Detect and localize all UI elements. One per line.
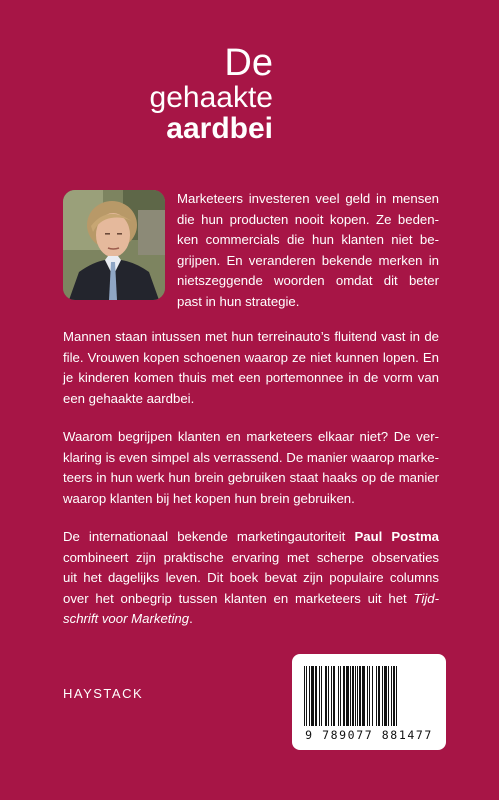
barcode-bar <box>391 666 392 726</box>
barcode-bar <box>350 666 351 726</box>
text-line: uit het dagelijks leven. Dit boek bevat zijn populaire columns <box>63 570 439 585</box>
title-line-1: De <box>224 42 273 84</box>
text-line: Marketeers investeren veel geld in mensen <box>177 191 439 206</box>
barcode-bar <box>340 666 341 726</box>
text-line: die hun producten nooit kopen. Ze beden- <box>177 211 439 227</box>
book-title <box>0 44 273 144</box>
text-line: Waarom begrijpen klanten en marketeers elkaar niet? De ver- <box>63 429 439 444</box>
third-paragraph <box>63 427 439 509</box>
barcode-bar <box>315 666 317 726</box>
barcode-bar <box>369 666 370 726</box>
text-line: Mannen staan intussen met hun terreinauto’s fluitend vast in de <box>63 329 439 344</box>
text-line: ken commercials die hun klanten niet be- <box>177 232 439 247</box>
author-paragraph <box>63 527 439 630</box>
barcode-bar <box>367 666 368 726</box>
title-line-2: gehaakte <box>149 81 273 114</box>
barcode-bar <box>355 666 356 726</box>
text-line: past in hun strategie. <box>177 293 300 309</box>
barcode-bar <box>346 666 349 726</box>
barcode-bar <box>306 666 307 726</box>
author-photo <box>63 190 165 300</box>
magazine-title-part-2: schrift voor Marketing <box>63 611 190 626</box>
barcode-bar <box>311 666 314 726</box>
text-line: grijpen. En veranderen bekende merken in <box>177 252 439 268</box>
text-line <box>63 527 439 548</box>
text-line: teers in hun werk hun brein gebruiken staat haaks op de manier <box>63 470 439 485</box>
barcode-bar <box>304 666 305 726</box>
text-line: een gehaakte aardbei. <box>63 390 195 406</box>
text-line <box>63 589 439 610</box>
intro-paragraph <box>177 189 439 312</box>
barcode-bar <box>372 666 373 726</box>
second-paragraph <box>63 327 439 409</box>
text-line: waarop klanten bij het kopen hun brein gebruiken. <box>63 490 355 506</box>
barcode-bar <box>352 666 354 726</box>
barcode-bar <box>343 666 345 726</box>
barcode-bar <box>382 666 383 726</box>
title-line-3: aardbei <box>166 112 273 145</box>
publisher-logo: HAYSTACK <box>63 686 144 701</box>
text-fragment: . <box>189 611 193 626</box>
text-line: nietszeggende woorden omdat dit beter <box>177 273 439 288</box>
text-fragment: De internationaal bekende marketingautoriteit <box>63 529 355 544</box>
barcode-bars <box>304 666 434 726</box>
barcode-bar <box>331 666 332 726</box>
text-line <box>63 609 439 630</box>
barcode-bar <box>378 666 380 726</box>
barcode-bar <box>333 666 335 726</box>
barcode-bar <box>384 666 387 726</box>
author-name: Paul Postma <box>354 529 440 544</box>
barcode-bar <box>362 666 365 726</box>
barcode-bar <box>388 666 389 726</box>
barcode-bar <box>309 666 310 726</box>
barcode-bar <box>396 666 397 726</box>
text-line: klaring is even simpel als verrassend. De manier waarop marke- <box>63 449 439 465</box>
isbn-digits: 9 789077 881477 <box>305 728 433 742</box>
barcode-bar <box>321 666 322 726</box>
text-fragment: over het onbegrip tussen klanten en marketeers uit het <box>63 590 414 606</box>
text-line: combineert zijn praktische ervaring met scherpe observaties <box>63 549 439 565</box>
magazine-title-part-1: Tijd- <box>413 590 439 606</box>
barcode-bar <box>359 666 361 726</box>
barcode-bar <box>328 666 329 726</box>
barcode-bar <box>393 666 395 726</box>
barcode-bar <box>325 666 327 726</box>
barcode-bar <box>338 666 339 726</box>
barcode-bar <box>357 666 358 726</box>
text-line: file. Vrouwen kopen schoenen waarop ze niet kunnen lopen. En <box>63 349 439 365</box>
text-line: je kinderen komen thuis met een portemonnee in de vorm van <box>63 370 439 385</box>
isbn-barcode <box>292 654 446 750</box>
barcode-bar <box>319 666 320 726</box>
barcode-bar <box>376 666 377 726</box>
